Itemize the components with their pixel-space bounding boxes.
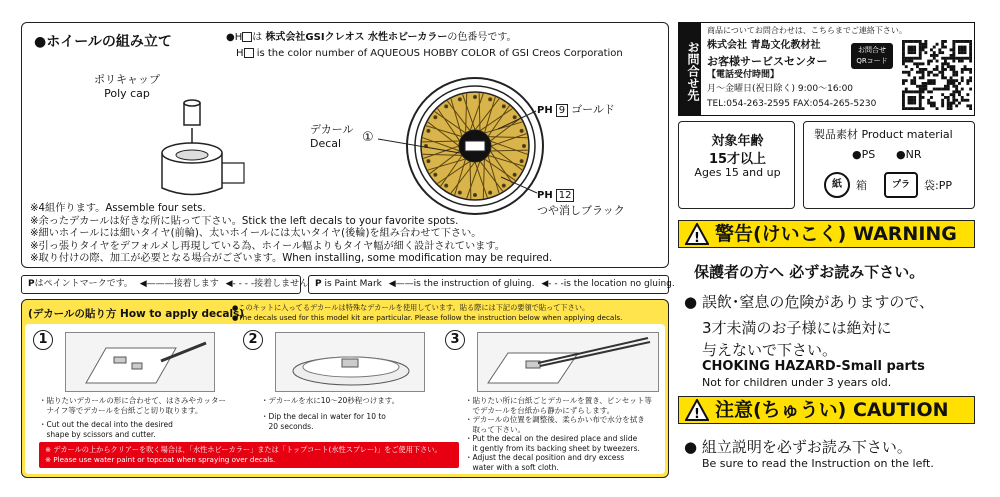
recycle-pura-icon: プラ — [884, 172, 918, 198]
warning-en1: CHOKING HAZARD-Small parts — [702, 359, 925, 374]
step-1-number: 1 — [33, 330, 53, 350]
decal-howto-title: (デカールの貼り方 How to apply decals) — [28, 308, 245, 320]
note-line: ※4組作ります。Assemble four sets. — [30, 203, 206, 214]
contact-side-label: お問合せ先 — [678, 22, 700, 116]
assembly-title: ●ホイールの組み立て — [34, 34, 172, 50]
qr-label-badge: お問合せ QRコード — [851, 43, 893, 69]
contact-hours: 月〜金曜日(祝日除く) 9:00〜16:00 — [707, 84, 854, 94]
legend-en: P is Paint Mark ◀——is the instruction of gluing. ◀- - -is the location no gluing. — [308, 275, 669, 294]
decal-howto-note-en: ●The decals used for this model kit are particular. Please follow the instruction below when applying decals. — [232, 313, 623, 322]
step-3-number: 3 — [445, 330, 465, 350]
age-value: 15才以上 — [708, 152, 767, 167]
color-note-en: H is the color number of AQUEOUS HOBBY COLOR of GSI Creos Corporation — [236, 48, 623, 59]
caution-triangle-icon — [685, 399, 709, 421]
warning-header: ! 警告(けいこく) WARNING — [678, 220, 975, 248]
step-3-illustration — [477, 332, 659, 392]
contact-company: 株式会社 青島文化教材社 — [707, 40, 821, 51]
paint2-name: つや消しブラック — [537, 204, 625, 217]
note-line: ※取り付けの際、加工が必要となる場合がございます。When installing, some modification may be required. — [30, 253, 553, 265]
paint2-callout: PH 12 — [537, 188, 577, 203]
decal-howto-panel — [21, 299, 669, 478]
assembly-notes — [30, 203, 552, 266]
material-title: 製品素材 Product material — [814, 128, 953, 141]
age-panel — [678, 121, 795, 209]
warning-en2: Not for children under 3 years old. — [702, 376, 892, 389]
material-bag: 袋:PP — [924, 179, 952, 192]
step-2-jp: ・デカールを水に10〜20秒程つけます。 — [261, 396, 400, 405]
legend-jp: Pはペイントマークです。 ◀———接着します ◀- - - -接着しません — [21, 275, 301, 294]
note-line: ※引っ張りタイヤをデフォルメし再現している為、ホイール幅よりもタイヤ幅が細く設計されています。 — [30, 240, 505, 252]
contact-center: お客様サービスセンター — [707, 55, 828, 68]
decal-howto-note-jp: ●このキットに入ってるデカールは特殊なデカールを使用しています。貼る際には下記の要領で貼って下さい。 — [232, 303, 590, 312]
warning-line3: 3才未満のお子様には絶対に — [702, 319, 892, 337]
step-2-number: 2 — [243, 330, 263, 350]
contact-intro: 商品についてお問合わせは、こちらまでご連絡下さい。 — [707, 26, 907, 35]
step-1-jp: ・貼りたいデカールの形に合わせて、はさみやカッター ナイフ等でデカールを台紙ごと切り取ります。 — [39, 396, 226, 415]
paint2-leader-line — [497, 173, 542, 203]
decal-howto-body — [25, 324, 665, 474]
note-line: ※余ったデカールは好きな所に貼って下さい。Stick the left decals to your favorite spots. — [30, 215, 459, 227]
color-note-jp: ●H は 株式会社GSIクレオス 水性ホビーカラーの色番号です。 — [226, 32, 517, 43]
decal-caution-box: ※ デカールの上からクリアーを吹く場合は、「水性ホビーカラー」または「トップコート(水性スプレー)」をご使用下さい。 ※ Please use water paint or topcoat when spraying over decals. — [39, 442, 459, 468]
caution-en: Be sure to read the Instruction on the left. — [702, 457, 934, 470]
age-en: Ages 15 and up — [694, 166, 781, 179]
contact-panel — [700, 22, 975, 116]
svg-text:!: ! — [694, 231, 700, 245]
decal-number: ① — [362, 130, 374, 145]
step-3-jp: ・貼りたい所に台紙ごとデカールを置き、ピンセット等 でデカールを台紙から静かにずらします。 ・デカールの位置を調整後、柔らかい布で水分を拭き 取って下さい。 — [465, 396, 652, 434]
material-panel — [803, 121, 975, 209]
step-1-en: ・Cut out the decal into the desired shape by scissors and cutter. — [39, 420, 173, 439]
poly-cap-illustration — [152, 83, 262, 203]
paint1-leader-line — [492, 109, 542, 139]
step-3-en: ・Put the decal on the desired place and slide it gently from its backing sheet by tweezers. ・Adjust the decal position and dry excess water with a soft cloth. — [465, 434, 640, 472]
recycle-kami-icon: 紙 — [824, 172, 850, 198]
step-1-illustration — [65, 332, 215, 392]
step-2-illustration — [275, 332, 425, 392]
material-box: 箱 — [856, 179, 867, 192]
age-label: 対象年齢 — [711, 134, 764, 149]
warning-line4: 与えないで下さい。 — [702, 341, 838, 359]
note-line: ※細いホイールには細いタイヤ(前輪)、太いホイールには太いタイヤ(後輪)を組み合わせて下さい。 — [30, 228, 482, 240]
warning-body — [678, 249, 975, 397]
warning-line1: 保護者の方へ 必ずお読み下さい。 — [694, 263, 925, 281]
svg-text:!: ! — [694, 407, 700, 421]
warning-line2: ● 誤飲･窒息の危険がありますので、 — [684, 293, 935, 311]
decal-label: デカール Decal — [310, 123, 354, 150]
caution-line1: ● 組立説明を必ずお読み下さい。 — [684, 438, 912, 456]
qr-code-icon[interactable] — [902, 40, 972, 110]
assembly-panel — [21, 22, 669, 268]
paint1-callout: PH 9 ゴールド — [537, 103, 615, 116]
decal-leader-line — [378, 131, 468, 161]
material-nr: ●NR — [896, 148, 922, 161]
step-2-en: ・Dip the decal in water for 10 to 20 seconds. — [261, 412, 386, 431]
contact-hours-label: 【電話受付時間】 — [707, 70, 780, 80]
caution-header: ! 注意(ちゅうい) CAUTION — [678, 396, 975, 424]
material-ps: ●PS — [852, 148, 876, 161]
contact-tel: TEL:054-263-2595 FAX:054-265-5230 — [707, 99, 877, 109]
poly-cap-label: ポリキャップ Poly cap — [94, 73, 160, 100]
warning-triangle-icon — [685, 223, 709, 245]
